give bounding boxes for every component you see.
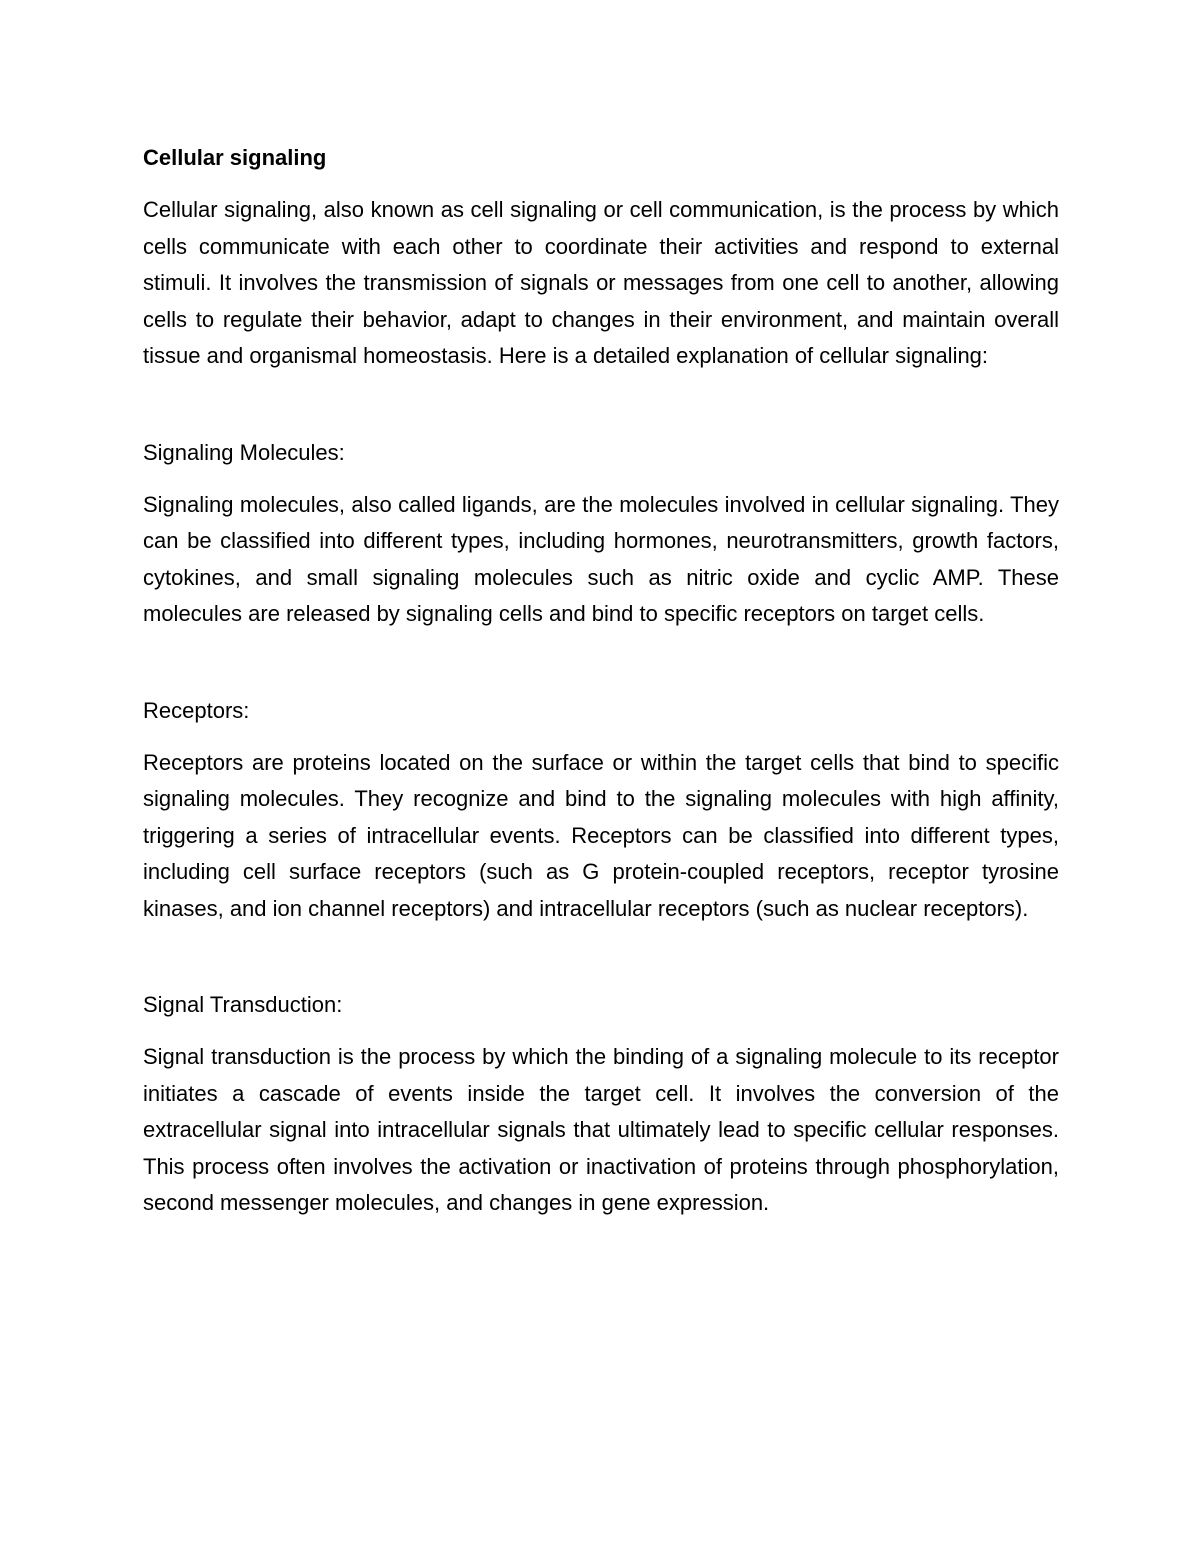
section-body-receptors: Receptors are proteins located on the surface or within the target cells that bind to specific signaling molecules. They recognize and bind to the signaling molecules with high affinity, triggering a series of intracellular events. Receptors can be classified into different types, including cell surface receptors (such as G protein-coupled receptors, receptor tyrosine kinases, and ion channel receptors) and intracellular receptors (such as nuclear receptors). xyxy=(143,749,1059,921)
document-title: Cellular signaling xyxy=(143,145,327,170)
section-heading-signaling-molecules: Signaling Molecules: xyxy=(143,439,345,465)
document-content xyxy=(143,140,1059,1222)
spacer xyxy=(143,375,1059,435)
spacer xyxy=(143,729,1059,745)
spacer xyxy=(143,1023,1059,1039)
spacer xyxy=(143,471,1059,487)
section-heading-signal-transduction: Signal Transduction: xyxy=(143,992,343,1017)
spacer xyxy=(143,927,1059,987)
intro-paragraph: Cellular signaling, also known as cell signaling or cell communication, is the process by which cells communicate with each other to coordinate their activities and respond to external stimuli. It involves the transmission of signals or messages from one cell to another, allowing cells to regulate their behavior, adapt to changes in their environment, and maintain overall tissue and organismal homeostasis. Here is a detailed explanation of cellular signaling: xyxy=(143,197,1059,368)
section-body-signal-transduction: Signal transduction is the process by which the binding of a signaling molecule to its receptor initiates a cascade of events inside the target cell. It involves the conversion of the extracellular signal into intracellular signals that ultimately lead to specific cellular responses. This process often involves the activation or inactivation of proteins through phosphorylation, second messenger molecules, and changes in gene expression. xyxy=(143,1044,1059,1215)
spacer xyxy=(143,176,1059,192)
section-body-signaling-molecules: Signaling molecules, also called ligands, are the molecules involved in cellular signaling. They can be classified into different types, including hormones, neurotransmitters, growth factors, cytokines, and small signaling molecules such as nitric oxide and cyclic AMP. These molecules are released by signaling cells and bind to specific receptors on target cells. xyxy=(143,491,1059,626)
section-heading-receptors: Receptors: xyxy=(143,697,250,723)
spacer xyxy=(143,633,1059,693)
